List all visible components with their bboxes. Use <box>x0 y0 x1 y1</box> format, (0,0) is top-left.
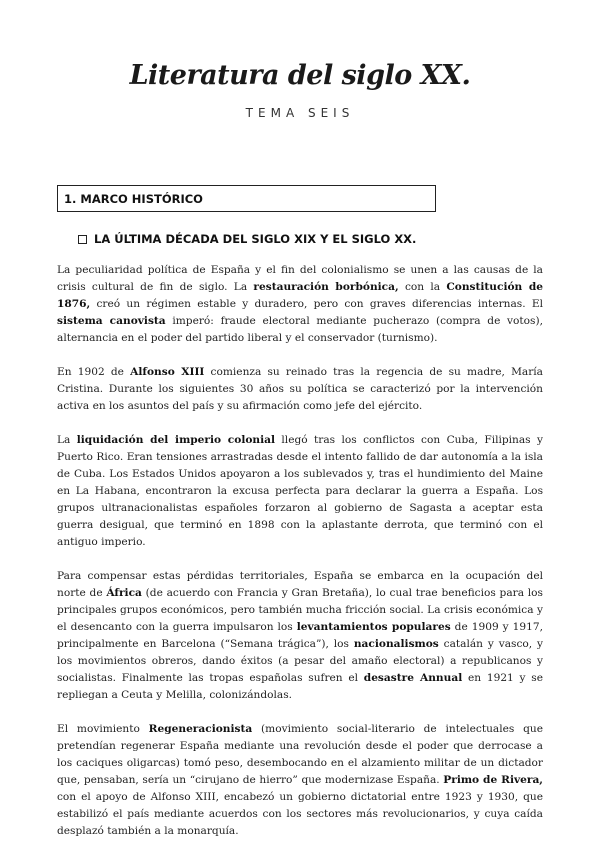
body-text <box>57 262 543 857</box>
bold-term: desastre Annual <box>363 672 463 684</box>
text-run: (de acuerdo con Francia y Gran Bretaña), lo cual trae beneficios para los principales grupos económicos, pero también mucha fricción social. La crisis económica y el desencanto con la guerra impulsaron los <box>57 587 543 633</box>
bold-term: Regeneracionista <box>148 723 253 735</box>
subsection-heading-text: LA ÚLTIMA DÉCADA DEL SIGLO XIX Y EL SIGLO XX. <box>94 232 417 246</box>
subsection-heading <box>78 232 416 246</box>
text-run: (movimiento social-literario de intelectuales que pretendían regenerar España mediante una revolución desde el poder que derrocase a los caciques oligarcas) tomó peso, desembocando en el alzamiento militar de un dictador que, pensaban, sería un “cirujano de hierro” que modernizase España. <box>57 723 543 786</box>
bold-term: Primo de Rivera, <box>443 774 543 786</box>
text-run: imperó: fraude electoral mediante pucherazo (compra de votos), alternancia en el poder del partido liberal y el conservador (turnismo). <box>57 315 543 344</box>
bold-term: Alfonso XIII <box>130 366 205 378</box>
bold-term: sistema canovista <box>57 315 166 327</box>
bold-term: liquidación del imperio colonial <box>76 434 276 446</box>
text-run: El movimiento <box>57 723 149 735</box>
text-run: llegó tras los conflictos con Cuba, Filipinas y Puerto Rico. Eran tensiones arrastradas desde el intento fallido de dar autonomía a la isla de Cuba. Los Estados Unidos apoyaron a los sublevados y, tras el hundimiento del Maine en La Habana, encontraron la excusa perfecta para declarar la guerra a España. Los grupos ultranacionalistas españoles forzaron al gobierno de Sagasta a aceptar esta guerra desigual, que terminó en 1898 con la aplastante derrota, que terminó con el antiguo imperio. <box>57 434 543 548</box>
text-run: La <box>57 434 77 446</box>
bold-term: África <box>106 587 142 599</box>
text-run: En 1902 de <box>57 366 131 378</box>
bold-term: restauración borbónica, <box>253 281 399 293</box>
text-run: creó un régimen estable y duradero, pero con graves diferencias internas. El <box>90 298 543 310</box>
text-run: con el apoyo de Alfonso XIII, encabezó un gobierno dictatorial entre 1923 y 1930, que estabilizó el país mediante acuerdos con los sectores más revolucionarios, y cuya caída desplazó también a la monarquía. <box>57 791 543 837</box>
paragraph <box>57 432 543 551</box>
text-run: catalán y vasco, y los movimientos obreros, dando éxitos (a pesar del amaño electoral) a republicanos y socialistas. Finalmente las tropas españolas sufren el <box>57 638 543 684</box>
text-run: La peculiaridad política de España y el fin del colonialismo se unen a las causas de la crisis cultural de fin de siglo. La <box>57 264 543 293</box>
page-title: Literatura del siglo XX. <box>129 60 471 91</box>
page-subtitle: TEMA SEIS <box>245 106 355 120</box>
text-run: Para compensar estas pérdidas territoriales, España se embarca en la ocupación del norte de <box>57 570 543 599</box>
bold-term: Constitución de 1876, <box>57 281 543 310</box>
paragraph <box>57 721 543 840</box>
section-heading: 1. MARCO HISTÓRICO <box>64 192 203 206</box>
paragraph <box>57 364 543 415</box>
bold-term: levantamientos populares <box>296 621 451 633</box>
checkbox-bullet-icon <box>78 235 87 244</box>
text-run: comienza su reinado tras la regencia de su madre, María Cristina. Durante los siguientes 30 años su política se caracterizó por la intervención activa en los asuntos del país y su afirmación como jefe del ejército. <box>57 366 544 412</box>
paragraph <box>57 568 543 704</box>
text-run: en 1921 y se repliegan a Ceuta y Melilla, colonizándolas. <box>57 672 543 701</box>
section-heading-box <box>57 185 436 212</box>
text-run: de 1909 y 1917, principalmente en Barcelona (“Semana trágica”), los <box>57 621 543 650</box>
text-run: con la <box>398 281 447 293</box>
paragraph <box>57 262 543 347</box>
bold-term: nacionalismos <box>353 638 439 650</box>
